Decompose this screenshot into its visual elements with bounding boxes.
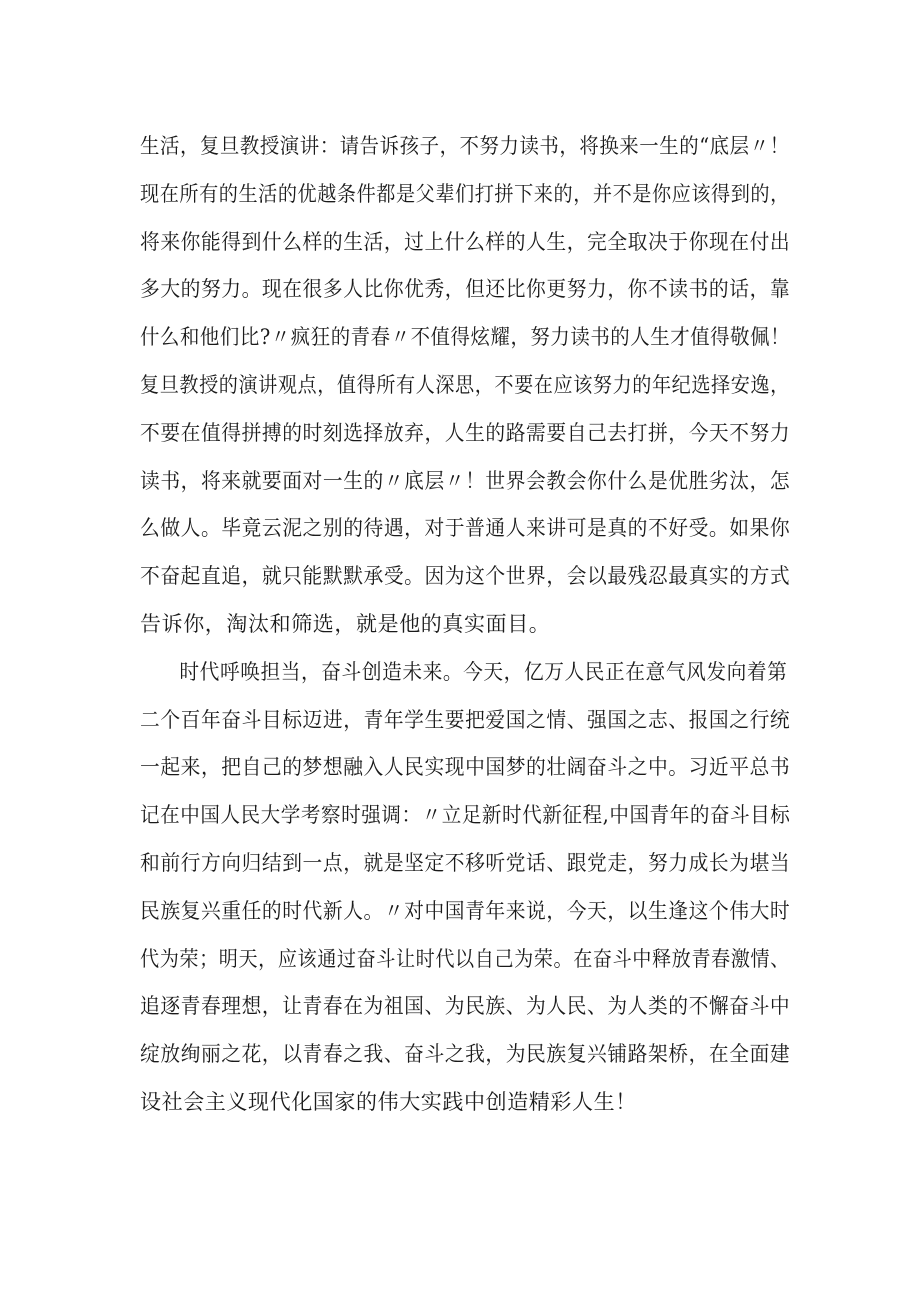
text-line: 告诉你，淘汰和筛选，就是他的真实面目。	[140, 611, 551, 636]
text-line: 二个百年奋斗目标迈进，青年学生要把爱国之情、强国之志、报国之行统	[140, 707, 791, 732]
text-line: 么做人。毕竟云泥之别的待遇，对于普通人来讲可是真的不好受。如果你	[140, 516, 791, 541]
text-line: 代为荣；明天，应该通过奋斗让时代以自己为荣。在奋斗中释放青春激情、	[140, 946, 790, 971]
text-line: 记在中国人民大学考察时强调：〃立足新时代新征程,中国青年的奋斗目标	[140, 803, 791, 828]
text-line: 不奋起直追，就只能默默承受。因为这个世界，会以最残忍最真实的方式	[140, 564, 791, 589]
text-line: 一起来，把自己的梦想融入人民实现中国梦的壮阔奋斗之中。习近平总书	[140, 755, 791, 780]
text-line: 绽放绚丽之花，以青春之我、奋斗之我，为民族复兴铺路架桥，在全面建	[140, 1042, 791, 1067]
text-line: 复旦教授的演讲观点，值得所有人深思，不要在应该努力的年纪选择安逸，	[140, 372, 790, 397]
text-line: 生活，复旦教授演讲：请告诉孩子，不努力读书，将换来一生的“底层〃！	[140, 134, 790, 158]
text-line: 什么和他们比?〃疯狂的青春〃不值得炫耀，努力读书的人生才值得敬佩！	[140, 325, 791, 350]
text-line: 现在所有的生活的优越条件都是父辈们打拼下来的，并不是你应该得到的，	[140, 181, 790, 206]
text-line: 设社会主义现代化国家的伟大实践中创造精彩人生！	[140, 1089, 637, 1114]
paragraph-1	[140, 123, 790, 649]
text-line: 不要在值得拼搏的时刻选择放弃，人生的路需要自己去打拼，今天不努力	[140, 420, 791, 445]
text-line: 多大的努力。现在很多人比你优秀，但还比你更努力，你不读书的话，靠	[140, 277, 791, 302]
text-line: 和前行方向归结到一点，就是坚定不移听党话、跟党走，努力成长为堪当	[140, 850, 791, 875]
text-line: 读书，将来就要面对一生的〃底层〃！世界会教会你什么是优胜劣汰，怎	[140, 468, 791, 493]
paragraph-2	[140, 649, 790, 1127]
text-line: 时代呼唤担当，奋斗创造未来。今天，亿万人民正在意气风发向着第	[179, 659, 788, 684]
text-line: 将来你能得到什么样的生活，过上什么样的人生，完全取决于你现在付出	[140, 229, 791, 254]
text-line: 追逐青春理想，让青春在为祖国、为民族、为人民、为人类的不懈奋斗中	[140, 994, 791, 1019]
document-body	[140, 123, 790, 1127]
text-line: 民族复兴重任的时代新人。〃对中国青年来说，今天，以生逢这个伟大时	[140, 898, 791, 923]
